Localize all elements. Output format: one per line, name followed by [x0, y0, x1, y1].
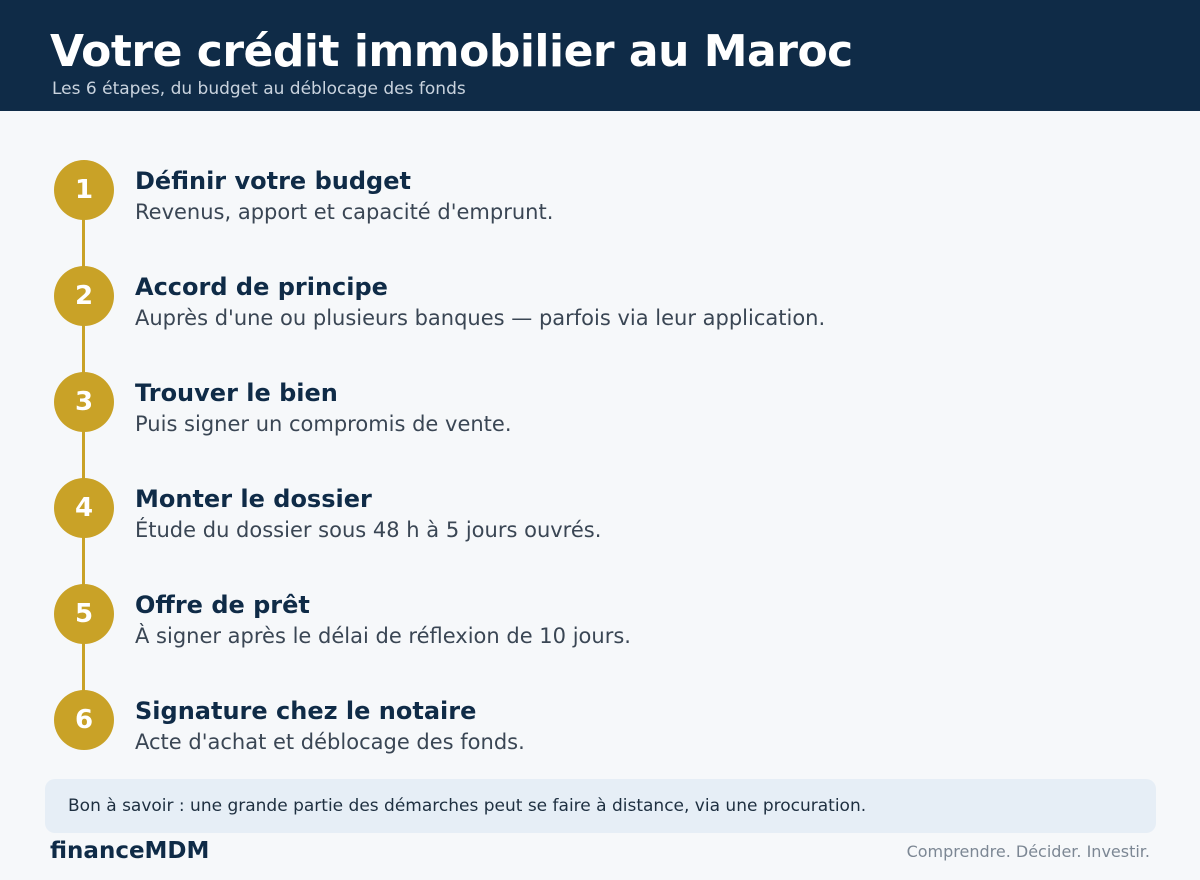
step-title: Définir votre budget [135, 167, 411, 195]
footer-tagline: Comprendre. Décider. Investir. [906, 842, 1150, 861]
step-description: Puis signer un compromis de vente. [135, 412, 512, 436]
step-description: Auprès d'une ou plusieurs banques — parfois via leur application. [135, 306, 826, 330]
page-subtitle: Les 6 étapes, du budget au déblocage des fonds [52, 79, 466, 99]
step-number-badge: 3 [54, 372, 114, 432]
step-description: Revenus, apport et capacité d'emprunt. [135, 200, 554, 224]
step-4 [0, 478, 1200, 558]
step-title: Accord de principe [135, 273, 388, 301]
header-banner [0, 0, 1200, 111]
step-3 [0, 372, 1200, 452]
step-2 [0, 266, 1200, 346]
step-title: Offre de prêt [135, 591, 310, 619]
step-number-badge: 6 [54, 690, 114, 750]
info-note-text: Bon à savoir : une grande partie des démarches peut se faire à distance, via une procuration. [68, 796, 867, 816]
step-description: Étude du dossier sous 48 h à 5 jours ouvrés. [135, 518, 602, 542]
step-1 [0, 160, 1200, 240]
step-number-badge: 4 [54, 478, 114, 538]
step-number-badge: 5 [54, 584, 114, 644]
step-title: Signature chez le notaire [135, 697, 477, 725]
page-title: Votre crédit immobilier au Maroc [50, 26, 853, 77]
step-5 [0, 584, 1200, 664]
step-title: Trouver le bien [135, 379, 338, 407]
info-note-box [45, 779, 1156, 833]
step-title: Monter le dossier [135, 485, 372, 513]
step-description: Acte d'achat et déblocage des fonds. [135, 730, 525, 754]
step-number-badge: 1 [54, 160, 114, 220]
brand-logo-text: financeMDM [50, 838, 210, 864]
step-description: À signer après le délai de réflexion de 10 jours. [135, 624, 631, 648]
step-number-badge: 2 [54, 266, 114, 326]
step-6 [0, 690, 1200, 770]
